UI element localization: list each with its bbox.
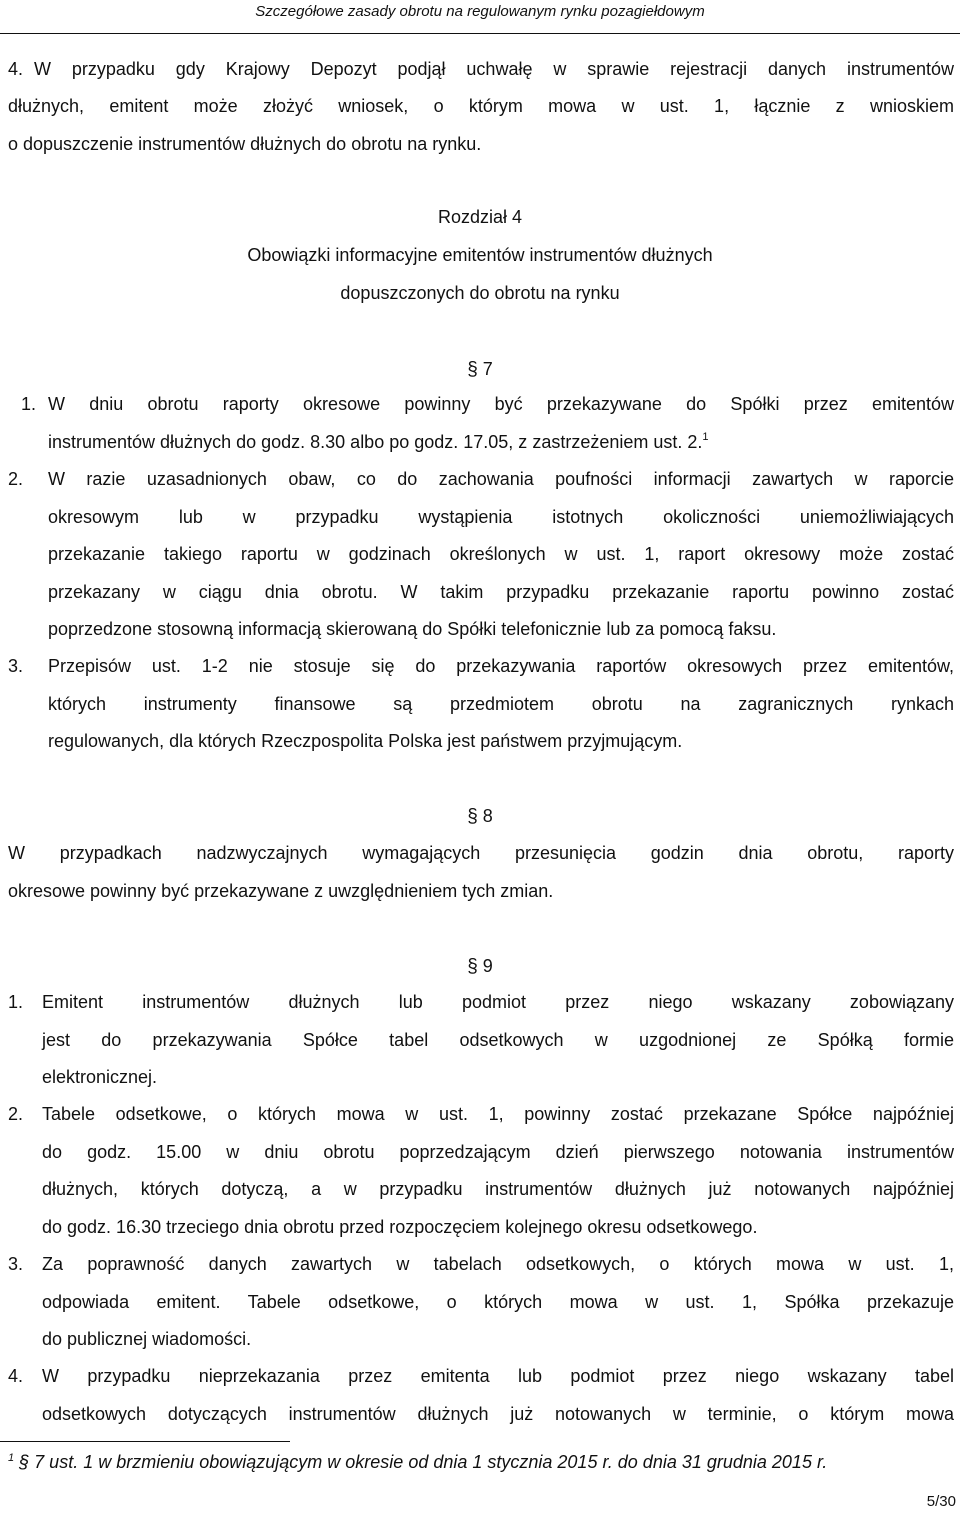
- text-line: przekazanie takiego raportu w godzinach określonych w ust. 1, raport okresowy może zostać: [48, 544, 954, 564]
- section-heading-8: [0, 801, 960, 832]
- sec9-paragraph-1: [42, 984, 954, 1097]
- sec7-paragraph-2: [48, 461, 954, 649]
- paragraph-4-intro-cont: [8, 88, 954, 163]
- text-line: o dopuszczenie instrumentów dłużnych do obrotu na rynku.: [8, 133, 482, 154]
- chapter-subtitle-line-1: Obowiązki informacyjne emitentów instrumentów dłużnych: [247, 245, 713, 265]
- running-header: [0, 0, 960, 32]
- text-line: Tabele odsetkowe, o których mowa w ust. 1, powinny zostać przekazane Spółce najpóźniej: [42, 1104, 954, 1124]
- paragraph-number: 2.: [8, 469, 24, 489]
- text-line: których instrumenty finansowe są przedmiotem obrotu na zagranicznych rynkach: [48, 693, 954, 714]
- footnote-marker: 1: [8, 1452, 15, 1464]
- footnote: [8, 1448, 827, 1476]
- section-symbol: §: [467, 806, 478, 827]
- text-line: okresowym lub w przypadku wystąpienia istotnych okoliczności uniemożliwiających: [48, 506, 954, 527]
- paragraph-number: 4.: [8, 59, 24, 79]
- paragraph-number: 3.: [8, 656, 24, 676]
- section-symbol: §: [467, 956, 478, 977]
- text-line: do godz. 16.30 trzeciego dnia obrotu przed rozpoczęciem kolejnego okresu odsetkowego.: [42, 1216, 758, 1237]
- text-line: okresowe powinny być przekazywane z uwzględnieniem tych zmian.: [8, 880, 554, 901]
- paragraph-number: 1.: [21, 394, 37, 414]
- text-line: dłużnych, których dotyczą, a w przypadku instrumentów dłużnych już notowanych najpóźniej: [42, 1179, 954, 1199]
- text-line: poprzedzone stosowną informacją skierowaną do Spółki telefonicznie lub za pomocą faksu.: [48, 619, 777, 639]
- text-line: odpowiada emitent. Tabele odsetkowe, o których mowa w ust. 1, Spółka przekazuje: [42, 1291, 954, 1312]
- chapter-subtitle-line-2: dopuszczonych do obrotu na rynku: [340, 283, 620, 303]
- text-line: regulowanych, dla których Rzeczpospolita Polska jest państwem przyjmującym.: [48, 731, 683, 751]
- text-line: odsetkowych dotyczących instrumentów dłużnych już notowanych w terminie, o którym mowa: [42, 1403, 954, 1424]
- paragraph-number: 4.: [8, 1366, 24, 1386]
- footnote-reference[interactable]: 1: [702, 430, 709, 443]
- header-rule: [0, 33, 960, 34]
- page-number: 5/30: [926, 1493, 956, 1510]
- text-line: Emitent instrumentów dłużnych lub podmiot przez niego wskazany zobowiązany: [42, 992, 954, 1012]
- sec9-paragraph-3: [42, 1246, 954, 1359]
- running-header-title: Szczegółowe zasady obrotu na regulowanym rynku pozagiełdowym: [255, 3, 705, 20]
- section-number: 8: [482, 806, 493, 826]
- text-line: W przypadku gdy Krajowy Depozyt podjął uchwałę w sprawie rejestracji danych instrumentów: [34, 59, 954, 79]
- text-line: W dniu obrotu raporty okresowe powinny być przekazywane do Spółki przez emitentów: [48, 394, 954, 414]
- section-symbol: §: [467, 359, 478, 380]
- text-line: przekazany w ciągu dnia obrotu. W takim przypadku przekazanie raportu powinno zostać: [48, 581, 954, 602]
- section-number: 7: [482, 359, 493, 379]
- section-heading-9: [0, 951, 960, 982]
- paragraph-number: 2.: [8, 1104, 24, 1124]
- text-line: dłużnych, emitent może złożyć wniosek, o którym mowa w ust. 1, łącznie z wnioskiem: [8, 96, 954, 116]
- section-number: 9: [482, 956, 493, 976]
- text-line: elektronicznej.: [42, 1067, 158, 1087]
- paragraph-4-intro: [34, 51, 954, 89]
- chapter-title: Rozdział 4: [437, 207, 523, 227]
- text-line: Za poprawność danych zawartych w tabelach odsetkowych, o których mowa w ust. 1,: [42, 1254, 954, 1274]
- footnote-separator: [0, 1441, 290, 1442]
- text-line: jest do przekazywania Spółce tabel odsetkowych w uzgodnionej ze Spółką formie: [42, 1029, 954, 1050]
- text-line: W przypadkach nadzwyczajnych wymagających przesunięcia godzin dnia obrotu, raporty: [8, 843, 954, 863]
- chapter-heading: [0, 198, 960, 312]
- sec8-paragraph: [8, 835, 954, 910]
- text-line: do publicznej wiadomości.: [42, 1329, 252, 1349]
- footnote-text: 7 ust. 1 w brzmieniu obowiązującym w okresie od dnia 1 stycznia 2015 r. do dnia 31 grudnia 2015 r.: [34, 1452, 828, 1472]
- text-line: W razie uzasadnionych obaw, co do zachowania poufności informacji zawartych w raporcie: [48, 469, 954, 489]
- paragraph-number: 1.: [8, 992, 24, 1012]
- sec9-paragraph-4: [42, 1358, 954, 1433]
- text-line: do godz. 15.00 w dniu obrotu poprzedzającym dzień pierwszego notowania instrumentów: [42, 1141, 954, 1162]
- sec7-paragraph-1: [48, 386, 954, 461]
- paragraph-number: 3.: [8, 1254, 24, 1274]
- text-line-content: instrumentów dłużnych do godz. 8.30 albo po godz. 17.05, z zastrzeżeniem ust. 2.: [48, 431, 703, 452]
- text-line: W przypadku nieprzekazania przez emitenta lub podmiot przez niego wskazany tabel: [42, 1366, 954, 1386]
- text-line: [48, 424, 954, 462]
- section-heading-7: [0, 354, 960, 385]
- footnote-symbol: §: [19, 1452, 30, 1472]
- sec9-paragraph-2: [42, 1096, 954, 1246]
- text-line: Przepisów ust. 1-2 nie stosuje się do przekazywania raportów okresowych przez emitentów,: [48, 656, 954, 676]
- sec7-paragraph-3: [48, 648, 954, 761]
